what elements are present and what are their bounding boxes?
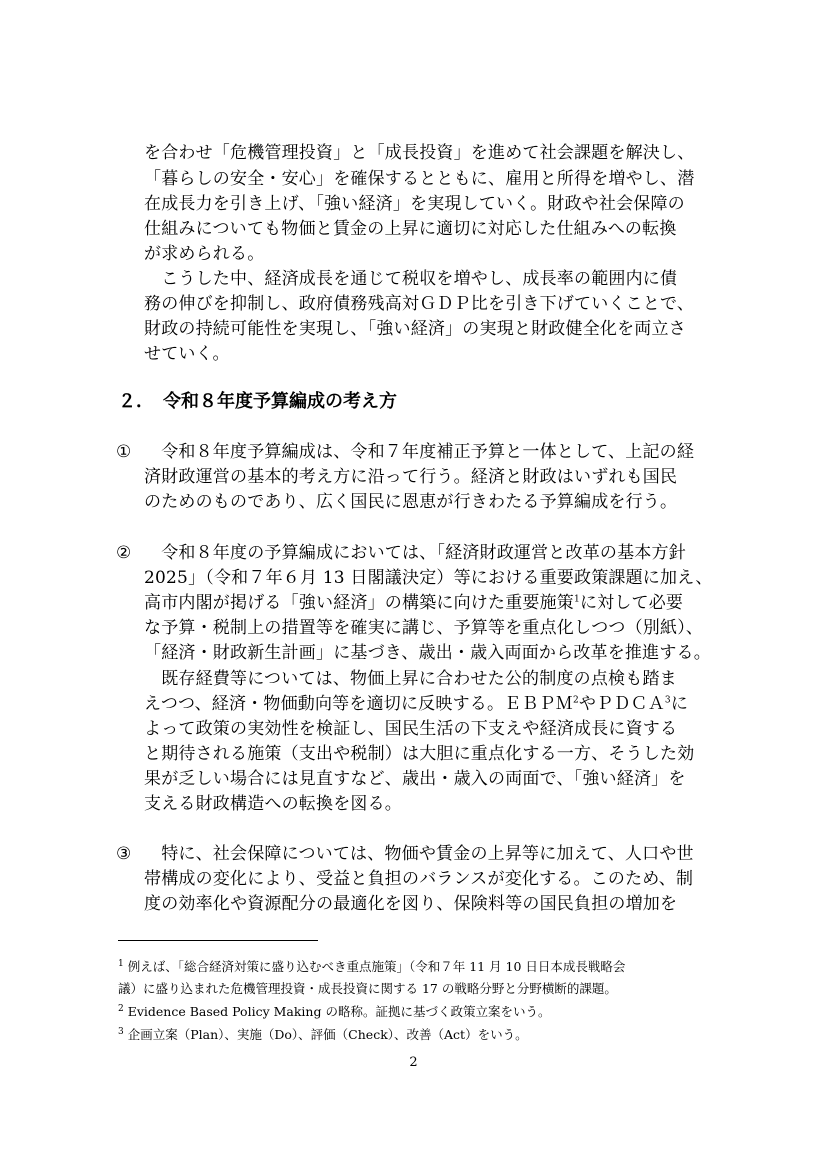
item2-line: よって政策の実効性を検証し、国民生活の下支えや経済成長に資する [144, 719, 678, 739]
footnote-number: 3 [118, 1026, 124, 1037]
item2-line: 既存経費等については、物価上昇に合わせた公的制度の点検も踏ま [144, 669, 677, 689]
item2-text: に対して必要 [579, 593, 684, 613]
item3-line: 特に、社会保障については、物価や賃金の上昇等に加えて、人口や世 [144, 844, 694, 864]
item2-text: に [670, 694, 689, 714]
item2-line: 果が乏しい場合には見直すなど、歳出・歳入の両面で、「強い経済」を [144, 769, 686, 789]
item-marker: ③ [116, 844, 132, 864]
intro-line: 仕組みについても物価と賃金の上昇に適切に対応した仕組みへの転換 [144, 219, 677, 239]
page-number: 2 [409, 1055, 418, 1070]
intro-line: せていく。 [144, 344, 230, 364]
item2-line: 「経済・財政新生計画」に基づき、歳出・歳入両面から改革を推進する。 [144, 643, 711, 663]
footnote-ref-1: 1 [574, 594, 580, 605]
item2-line [144, 591, 683, 616]
intro-line: 務の伸びを抑制し、政府債務残高対ＧＤＰ比を引き下げていくことで、 [144, 294, 695, 314]
footnote-ref-3: 3 [664, 695, 671, 706]
section-heading: ２． 令和８年度予算編成の考え方 [118, 391, 397, 412]
footnote-3 [118, 1026, 528, 1044]
item2-line: 令和８年度の予算編成においては、「経済財政運営と改革の基本方針 [144, 543, 686, 563]
item2-line: と期待される施策（支出や税制）は大胆に重点化する一方、そうした効 [144, 744, 695, 764]
footnote-1 [118, 958, 625, 976]
footnote-separator [118, 940, 318, 941]
intro-line: 財政の持続可能性を実現し、「強い経済」の実現と財政健全化を両立さ [144, 319, 686, 339]
footnote-text: 例えば、「総合経済対策に盛り込むべき重点施策」（令和７年 11 月 10 日日本成長戦略会 [127, 959, 626, 974]
item3-line: 帯構成の変化により、受益と負担のバランスが変化する。このため、制 [144, 869, 694, 889]
item2-line [144, 692, 688, 717]
intro-line: が求められる。 [144, 244, 265, 264]
footnote-text: 企画立案（Plan）、実施（Do）、評価（Check）、改善（Act）をいう。 [127, 1027, 528, 1042]
item1-line: のためのものであり、広く国民に恩恵が行きわたる予算編成を行う。 [144, 492, 678, 512]
intro-line: 「暮らしの安全・安心」を確保するとともに、雇用と所得を増やし、潜 [144, 169, 695, 189]
footnote-number: 2 [118, 1003, 124, 1014]
intro-line: 在成長力を引き上げ、「強い経済」を実現していく。財政や社会保障の [144, 194, 685, 214]
item2-text: 高市内閣が掲げる「強い経済」の構築に向けた重要施策 [144, 593, 574, 613]
item3-line: 度の効率化や資源配分の最適化を図り、保険料等の国民負担の増加を [144, 894, 678, 914]
footnote-number: 1 [118, 958, 124, 969]
item2-line: な予算・税制上の措置等を確実に講じ、予算等を重点化しつつ（別紙）、 [144, 618, 704, 638]
item2-text: やＰＤＣＡ [578, 694, 665, 714]
footnote-1-cont: 議）に盛り込まれた危機管理投資・成長投資に関する 17 の戦略分野と分野横断的課題。 [118, 981, 617, 996]
footnote-ref-2: 2 [572, 695, 579, 706]
item-marker: ① [116, 442, 132, 462]
item-marker: ② [116, 543, 132, 563]
intro-line: を合わせ「危機管理投資」と「成長投資」を進めて社会課題を解決し、 [144, 143, 695, 163]
footnote-2 [118, 1003, 550, 1021]
footnote-text: Evidence Based Policy Making の略称。証拠に基づく政策立案をいう。 [127, 1004, 551, 1019]
item2-text: えつつ、経済・物価動向等を適切に反映する。ＥＢＰＭ [144, 694, 573, 714]
item1-line: 令和８年度予算編成は、令和７年度補正予算と一体として、上記の経 [144, 442, 695, 462]
item1-line: 済財政運営の基本的考え方に沿って行う。経済と財政はいずれも国民 [144, 467, 678, 487]
item2-line: 支える財政構造への転換を図る。 [144, 794, 402, 814]
item2-line: 2025」（令和７年６月 13 日閣議決定）等における重要政策課題に加え、 [144, 568, 713, 588]
intro-line: こうした中、経済成長を通じて税収を増やし、成長率の範囲内に債 [144, 269, 678, 289]
